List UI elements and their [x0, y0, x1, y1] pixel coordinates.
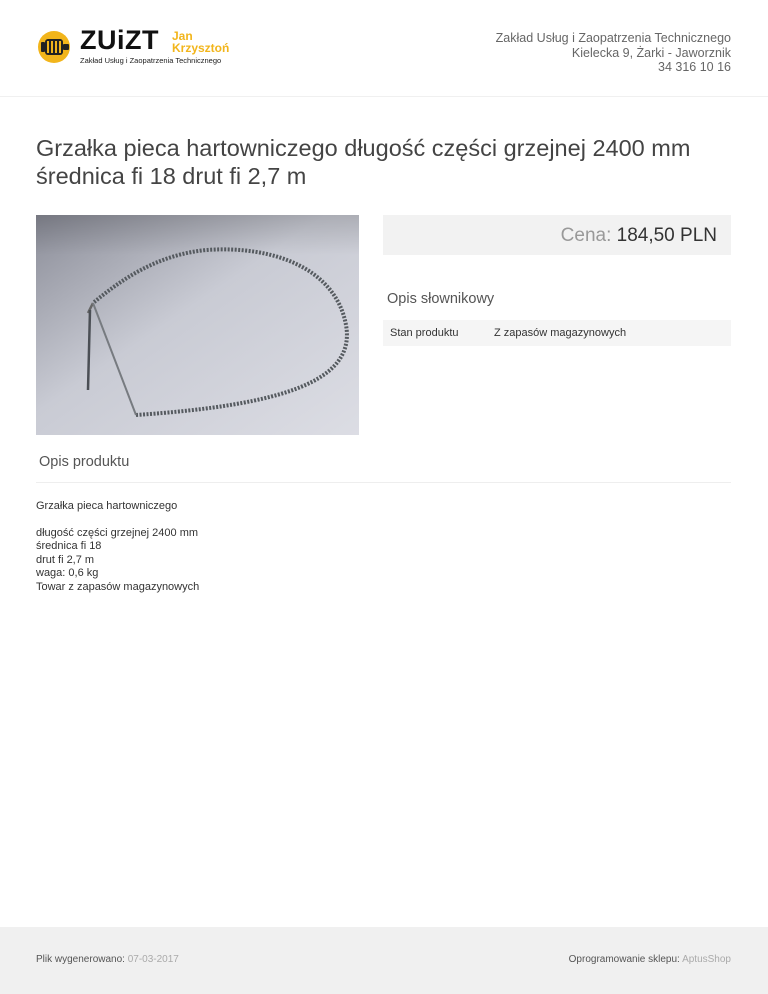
page-footer: [0, 927, 768, 994]
description-title: Opis produktu: [39, 454, 130, 470]
dictionary-title: Opis słownikowy: [387, 291, 495, 307]
description-body: [36, 500, 199, 594]
logo-subtitle: Zakład Usług i Zaopatrzenia Technicznego: [80, 56, 222, 65]
software-info: [569, 954, 731, 965]
description-line: waga: 0,6 kg: [36, 567, 99, 579]
dictionary-value: Z zapasów magazynowych: [494, 327, 627, 339]
company-address: Kielecka 9, Żarki - Jaworznik: [571, 45, 731, 60]
motor-icon: [36, 30, 74, 64]
description-line: drut fi 2,7 m: [36, 553, 95, 566]
logo-last-name: Krzysztoń: [172, 41, 230, 55]
price: [561, 225, 717, 247]
price-value: 184,50 PLN: [616, 225, 717, 246]
product-image[interactable]: [36, 215, 359, 435]
price-label: Cena:: [560, 225, 612, 246]
company-info: [496, 31, 731, 75]
logo-owner-name: [172, 30, 229, 54]
description-line: średnica fi 18: [36, 540, 102, 552]
description-intro: Grzałka pieca hartowniczego: [36, 500, 178, 512]
logo-first-name: Jan: [172, 29, 193, 43]
generated-date: 07-03-2017: [127, 954, 179, 965]
dictionary-key: Stan produktu: [390, 327, 459, 339]
software-link[interactable]: AptusShop: [682, 954, 731, 965]
software-label: Oprogramowanie sklepu:: [568, 954, 680, 965]
spacer: [36, 514, 199, 527]
company-logo[interactable]: [36, 26, 236, 70]
product-title: Grzałka pieca hartowniczego długość części grzejnej 2400 mm średnica fi 18 drut fi 2,7 m: [36, 135, 691, 189]
price-box: [383, 215, 731, 255]
generated-info: [36, 954, 179, 965]
description-line: Towar z zapasów magazynowych: [36, 580, 200, 593]
description-line: długość części grzejnej 2400 mm: [36, 526, 199, 539]
generated-label: Plik wygenerowano:: [36, 954, 125, 965]
logo-brand: ZUiZT: [80, 25, 159, 55]
divider: [36, 482, 731, 483]
company-phone: 34 316 10 16: [658, 60, 731, 74]
company-name: Zakład Usług i Zaopatrzenia Technicznego: [495, 31, 731, 45]
dictionary-row: [383, 320, 731, 346]
page-header: [0, 0, 768, 97]
